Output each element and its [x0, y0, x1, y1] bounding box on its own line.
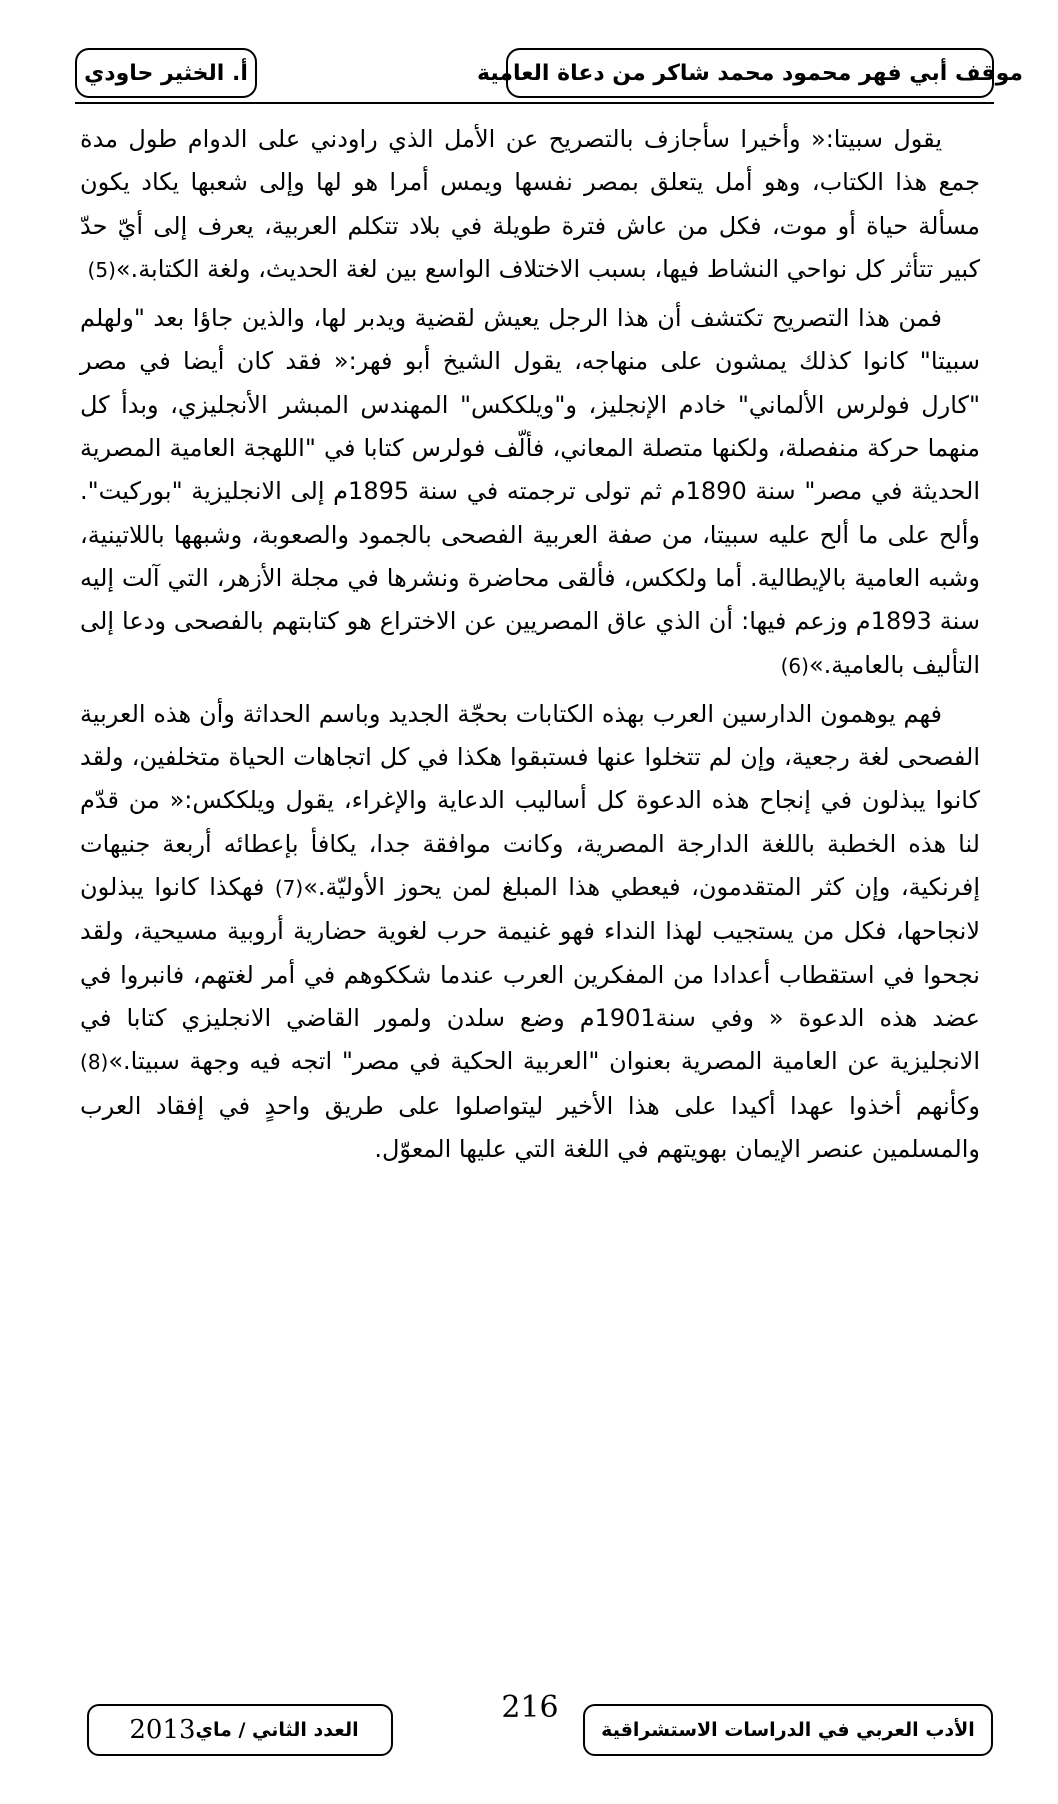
- journal-box: [583, 1704, 993, 1756]
- footnote-ref-5: (5): [87, 257, 116, 282]
- paragraph-1-text: يقول سبيتا:« وأخيرا سأجازف بالتصريح عن الأمل الذي راودني على الدوام طول مدة جمع هذا الكتاب، وهو أمل يتعلق بمصر نفسها ويمس أمرا هو لها وإلى شعبها يكاد يكون مسألة حياة أو موت، فكل من عاش فترة طويلة في بلاد تتكلم العربية، يعرف إلى أيّ حدّ كبير تتأثر كل نواحي النشاط فيها، بسبب الاختلاف الواسع بين لغة الحديث، ولغة الكتابة.»: [80, 125, 980, 283]
- footnote-ref-6: (6): [780, 653, 809, 678]
- issue-label: العدد الثاني / ماي: [195, 1719, 359, 1741]
- article-title: موقف أبي فهر محمود محمد شاكر من دعاة العامية: [477, 60, 1023, 86]
- article-body: [80, 118, 980, 1176]
- running-title-box: [477, 48, 1023, 98]
- issue-box: [87, 1704, 393, 1756]
- issue-year: 2013: [129, 1715, 196, 1745]
- header-rule: [75, 102, 994, 104]
- author-box: [75, 48, 257, 98]
- paragraph-2-text: فمن هذا التصريح تكتشف أن هذا الرجل يعيش لقضية ويدبر لها، والذين جاؤا بعد "ولهلم سبيتا" كانوا كذلك يمشون على منهاجه، يقول الشيخ أبو فهر:« فقد كان أيضا في مصر "كارل فولرس الألماني" خادم الإنجليز، و"ويلككس" المهندس المبشر الأنجليزي، وبدأ كل منهما حركة منفصلة، ولكنها متصلة المعاني، فألّف فولرس كتابا في "اللهجة العامية المصرية الحديثة في مصر" سنة 1890م ثم تولى ترجمته في سنة 1895م إلى الانجليزية "بوركيت". وألح على ما ألح عليه سبيتا، من صفة العربية الفصحى بالجمود والصعوبة، وشبهها باللاتينية، وشبه العامية بالإيطالية. أما ولككس، فألقى محاضرة ونشرها في مجلة الأزهر، التي آلت إليه سنة 1893م وزعم فيها: أن الذي عاق المصريين عن الاختراع هو كتابتهم بالفصحى ودعا إلى التأليف بالعامية.»: [80, 304, 980, 679]
- paragraph-3: [80, 693, 980, 1171]
- journal-name: الأدب العربي في الدراسات الاستشراقية: [601, 1719, 975, 1741]
- page-number: 216: [501, 1690, 559, 1725]
- paragraph-3-text: فهم يوهمون الدارسين العرب بهذه الكتابات بحجّة الجديد وباسم الحداثة وأن هذه العربية الفصحى لغة رجعية، وإن لم تتخلوا عنها فستبقوا هكذا في كل اتجاهات الحياة متخلفين، ولقد كانوا يبذلون في إنجاح هذه الدعوة كل أساليب الدعاية والإغراء، يقول ويلككس:« من قدّم لنا هذه الخطبة باللغة الدارجة المصرية، وكانت موافقة جدا، يكافأ بإعطائه أربعة جنيهات إفرنكية، وإن كثر المتقدمون، فيعطي هذا المبلغ لمن يحوز الأوليّة.»(7) فهكذا كانوا يبذلون لانجاحها، فكل من يستجيب لهذا النداء فهو غنيمة حرب لغوية حضارية أروبية مسيحية، ولقد نجحوا في استقطاب أعدادا من المفكرين العرب عندما شككوهم في أمر لغتهم، فانبروا في عضد هذه الدعوة « وفي سنة1901م وضع سلدن ولمور القاضي الانجليزي كتابا في الانجليزية عن العامية المصرية بعنوان "العربية الحكية في مصر" اتجه فيه وجهة سبيتا.»(8) وكأنهم أخذوا عهدا أكيدا على هذا الأخير ليتواصلوا على طريق واحدٍ في إفقاد العرب والمسلمين عنصر الإيمان بهويتهم في اللغة التي عليها المعوّل.: [80, 699, 981, 1163]
- footnote-ref-8: (8): [80, 1050, 109, 1075]
- paragraph-1: [80, 118, 980, 292]
- author-name: أ. الخثير حاودي: [84, 60, 248, 86]
- paragraph-2: [80, 297, 980, 688]
- footnote-ref-7: (7): [274, 876, 304, 901]
